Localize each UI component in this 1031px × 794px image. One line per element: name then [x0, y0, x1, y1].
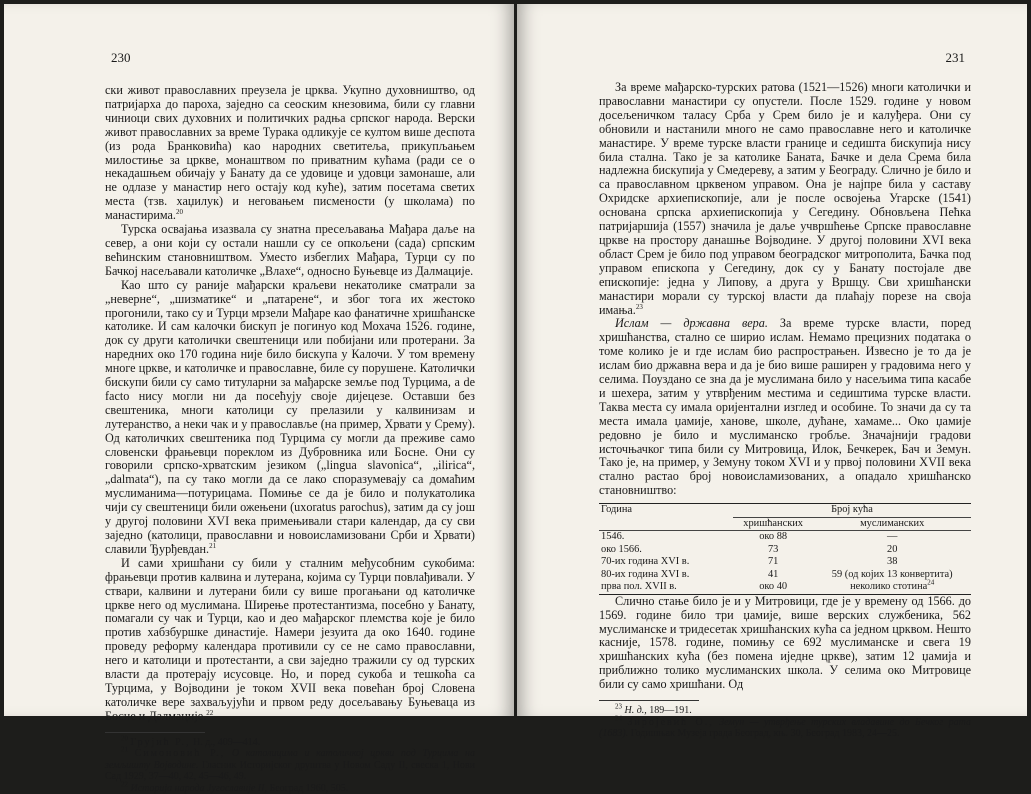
footnote: $^{20}$ Грујић Р., Н. д., 409—414.	[121, 734, 261, 748]
table-cell: прва пол. XVII в.	[599, 581, 733, 594]
footnote: $^{22}$ Историја народа Југославије II, Београд 1960, 505.	[121, 780, 349, 794]
footnote: $^{23}$ Н. д., 189—191.	[615, 702, 692, 717]
page-number: 230	[111, 50, 131, 65]
table-cell: 38	[887, 556, 898, 568]
left-page	[4, 4, 514, 794]
table-header: Број кућа	[733, 504, 971, 518]
footnote-ref: 20	[175, 208, 183, 217]
table-cell: 70-их година XVI в.	[601, 556, 690, 568]
left-text-block	[105, 84, 475, 794]
table-header: муслиманских	[813, 517, 971, 531]
table-header: хришћанских	[733, 517, 813, 531]
paragraph: Као што су раније мађарски краљеви некатолике сматрали за „неверне“, „шизматике“ и „патарене“, и због тога их жестоко прогонили, тако су и Турци мрзели Мађаре као фанатичне хришћанске католике. И сам калочки бискуп је погинуо код Мохача 1526. године, док су други католички свештеници или побијани или протерани. За наредних око 170 година није било бискупа у Калочи. У том времену многе цркве, и католичке и православне, биле су порушене. Католички бискупи били су само титуларни за мађарске земље под Турцима, а de facto нису могли ни да посећују своје дијецезе. Оставши без свештеника, многи католици су прелазили у калвинизам и лутеранство, а неки чак и у православље (на пример, Хрвати у Срему). Од католичких свештеника под Турцима су могли да преживе само словенски фрањевци пореклом из Дубровника или Босне. Они су говорили српско-хрватским језиком („lingua slavonica“, „ilirica“, „dalmata“), па су тако могли да се лако споразумевају са домаћим муслиманима—потурицама. Помиње се да је било и полукатолика чији су свештеници били ожењени (uxoratus parochus), затим да су још у другој половини XVI века примењивали стари календар, да су сви заједно (католици, православни и новоисламизовани Срби и Хрвати) славили Ђурђевдан.$^{21}$	[105, 277, 475, 556]
paragraph: Турска освајања изазвала су знатна пресељавања Мађара даље на север, а они који су остали нашли су се опкољени (сада) српским већинским становништвом. Уместо избеглих Мађара, Турци су по Бачкој насељавали католичке „Влахе“, односно Буњевце из Далмације.	[105, 222, 475, 278]
table-cell: 41	[767, 568, 779, 580]
footnote-ref: 23	[635, 302, 643, 311]
table-cell: 80-их година XVI в.	[601, 568, 690, 580]
right-page	[517, 4, 1027, 740]
houses-table	[599, 503, 971, 595]
paragraph: Ислам — државна вера. За време турске власти, поред хришћанства, стално се ширио ислам. Немамо прецизних података о томе колико је и где ислам био распрострањен. Извесно је то да је ислам био државна вера и да је био више раширен у градовима него у селима. Поуздано се зна да је муслимана било у насељима типа касабе и шехера, затим у утврђеним местима и седиштима турске власти. Таква места су имала оријентални изглед и особине. То значи да су та места имала џамије, ханове, школе, дућане, хамаме... Око џамије редовно је било и муслиманско гробље. Значајнији градови источњачког типа били су Митровица, Илок, Бечкерек, Бач и Земун. Тако је, на пример, у Земуну током XVI и у првој половини XVII века стално растао број новоисламизованих, а опадало хришћанско становништво:	[599, 316, 971, 498]
right-text-block	[599, 81, 971, 740]
footnote: $^{21}$ Симоновић Р., О католицима и католичкој цркви под Турцима на земљишту Војводине. Гласник Историјског друштва у Новом Саду II, свеска 1, Нови Сад 1929, 37—40, 42, 45—46, 49.	[105, 745, 475, 783]
table-cell: 59 (од којих 13 конвертита)	[831, 568, 953, 580]
paragraph: За време мађарско-турских ратова (1521—1526) многи католички и православни манастири су опустели. После 1529. године у новом досељеничком таласу Срба у Срем било је и калуђера. Они су обновили и настанили много не само православне него и католичке манастире. У време турске власти границе и седишта бискупија нису била стална. Тако је за католике Баната, Бачке и дела Срема била надлежна бискупија у Смедереву, а затим у Београду. Слично је било и са православном црквеном управом. Она је најпре била у саставу Охридске архиепископије, али је после освојења Угарске (1541) основана српска архиепископија у Сегедину. Обновљена Пећка патријаршија (1557) значила је даље учвршћење Српске православне цркве на простору данашње Војводине. У другој половини XVI века област Срем је било под управом београдског митрополита, Бачка под управом епископа у Сегедину, док су у Банату постојале две епископије: једна у Липову, а друга у Вршцу. Сви хришћански манастири морали су турској власти да плаћају порезе на своја имања.$^{23}$	[599, 80, 971, 317]
footnote-rule	[599, 700, 699, 701]
table-cell: неколико стотина$^{24}$	[813, 581, 971, 594]
footnote-ref: 21	[209, 541, 217, 550]
table-cell: око 88	[733, 531, 813, 544]
table-cell: око 1566.	[601, 543, 642, 555]
table-cell: 71	[767, 556, 779, 568]
table-cell: око 40	[733, 581, 813, 594]
footnote-ref: 22	[206, 708, 214, 717]
table-cell: 20	[887, 543, 898, 555]
table-cell: 1546.	[599, 531, 733, 544]
page-number: 231	[945, 50, 965, 65]
paragraph: ски живот православних преузела је црква. Укупно духовништво, од патријарха до пароха, заједно са сеоским кнезовима, били су главни чиниоци свих духовних и политичких радња српског народа. Верски живот православних за време Турака одликује се култом више деспота (из рода Бранковића) као народних светитеља, прикупљањем милостиње за цркве, монаштвом по приватним кућама (ради се о некадашњем обичају у Банату да се удовице и удовци замонаше, али не одлазе у манастир него остају код куће), затим посетама светих места (тзв. хаџилук) и неговањем писмености (у школама) по манастирима.$^{20}$	[105, 83, 475, 223]
table-header: Година	[599, 504, 733, 531]
footnote-ref: 24	[927, 578, 935, 587]
footnote-rule	[105, 732, 205, 733]
section-heading: Ислам — државна вера.	[615, 316, 768, 331]
paragraph: Слично стање било је и у Митровици, где је у времену од 1566. до 1569. године било три џамије, више верских службеника, 562 муслиманске и тридесетак хришћанских кућа са једном црквом. Нешто касније, 1578. године, помињу се 692 муслиманске и свега 19 хришћанских кућа (без помена иједне цркве), затим 12 џамија и приближно толико муслиманских школа. У селима око Митровице били су само хришћани. Од	[599, 593, 971, 692]
table-cell: 73	[767, 543, 779, 555]
footnote: $^{24}$ Зироjевић О., Земун — утврђење турских владавине до Бечког рата (1683). Годишњак Музеја града Београд, књ. 30, Београд 1983, 24—25.	[599, 714, 972, 740]
table-cell: —	[813, 531, 971, 544]
paragraph: И сами хришћани су били у сталним међусобним сукобима: фрањевци против калвина и лутерана, којима су Турци повлађивали. У ствари, калвини и лутерани били су више прогањани од католичке цркве него од муслимана. Ширење протестантизма, посебно у Банату, помагали су чак и Турци, као и део мађарског племства које је било против хабзбуршке династије. Намери језуита да око 1640. године проведу реформу календара противили су се не само православни, него и католици и протестанти, а сви заједно тражили су од турских власти да протерају исусовце. Но, и поред сукоба и тешкоћа са Турцима, у Војводини је током XVII века повећан број Словена католичке вере захваљујући и првом реду досељавању Буњеваца из Босне и Далмације.$^{22}$	[105, 555, 475, 723]
